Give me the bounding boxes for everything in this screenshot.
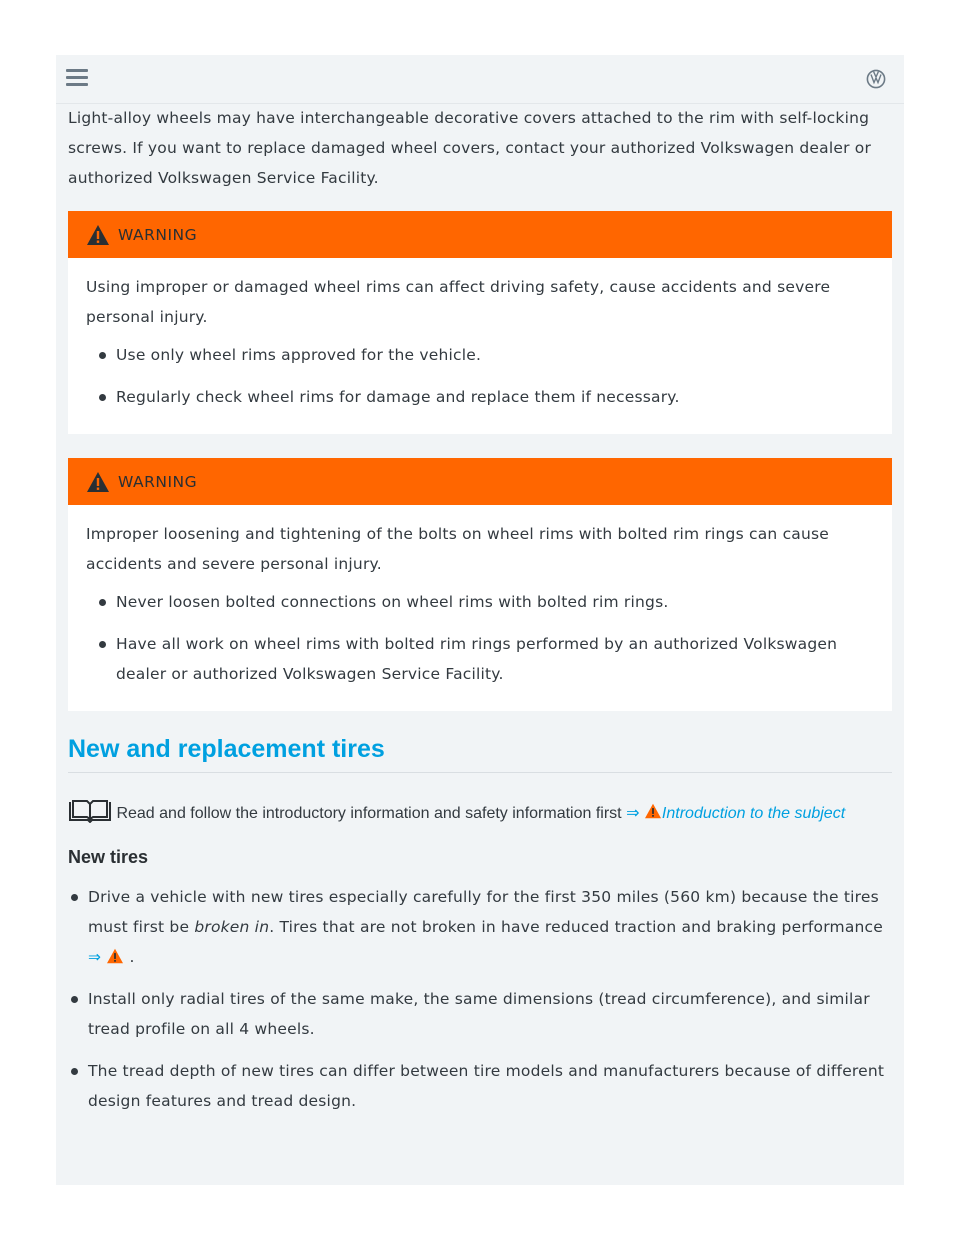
list-item [64, 882, 892, 972]
warning-box-2 [68, 458, 892, 711]
list-item: Install only radial tires of the same make, the same dimensions (tread circumference), and similar tread profile on all 4 wheels. [64, 984, 892, 1044]
read-first-text: Read and follow the introductory information and safety information first [116, 805, 622, 822]
read-first-note [68, 799, 892, 827]
warning-bullet: Never loosen bolted connections on wheel rims with bolted rim rings. [92, 587, 874, 617]
warning-triangle-icon [86, 224, 110, 246]
arrow-glyph: ⇒ [626, 805, 640, 822]
bullet-text: Drive a vehicle with new tires especially carefully for the first 350 miles (560 km) because the tires must first be [88, 888, 879, 936]
list-item: The tread depth of new tires can differ between tire models and manufacturers because of different design features and tread design. [64, 1056, 892, 1116]
section-title: New and replacement tires [68, 735, 892, 773]
intro-link[interactable]: Introduction to the subject [661, 805, 846, 822]
arrow-glyph[interactable]: ⇒ [88, 948, 102, 966]
new-tires-list [64, 882, 892, 1116]
warning-triangle-icon [86, 471, 110, 493]
warning-box-1 [68, 211, 892, 434]
book-icon [68, 799, 112, 823]
warning-triangle-icon [644, 803, 662, 819]
warning-header [68, 211, 892, 258]
manual-page [56, 55, 904, 1185]
warning-title: WARNING [118, 225, 198, 244]
subsection-title: New tires [68, 847, 149, 867]
intro-paragraph: Light-alloy wheels may have interchangeable decorative covers attached to the rim with self-locking screws. If you want to replace damaged wheel covers, contact your authorized Volkswagen dealer or authorized Volkswagen Service Facility. [68, 109, 872, 187]
warning-bullet: Regularly check wheel rims for damage and replace them if necessary. [92, 382, 874, 412]
warning-text: Using improper or damaged wheel rims can affect driving safety, cause accidents and severe personal injury. [86, 278, 831, 326]
emphasis-text: broken in [194, 918, 270, 936]
warning-text: Improper loosening and tightening of the bolts on wheel rims with bolted rim rings can cause accidents and severe personal injury. [86, 525, 830, 573]
warning-bullet: Use only wheel rims approved for the vehicle. [92, 340, 874, 370]
hamburger-menu-icon[interactable] [66, 69, 88, 87]
warning-triangle-icon[interactable] [106, 948, 124, 964]
top-bar [56, 55, 904, 104]
vw-logo-icon [866, 69, 886, 89]
warning-title: WARNING [118, 472, 198, 491]
bullet-text: . Tires that are not broken in have reduced traction and braking performance [269, 918, 884, 936]
warning-header [68, 458, 892, 505]
warning-bullet: Have all work on wheel rims with bolted rim rings performed by an authorized Volkswagen dealer or authorized Volkswagen Service Facility. [92, 629, 874, 689]
bullet-end: . [129, 948, 135, 966]
